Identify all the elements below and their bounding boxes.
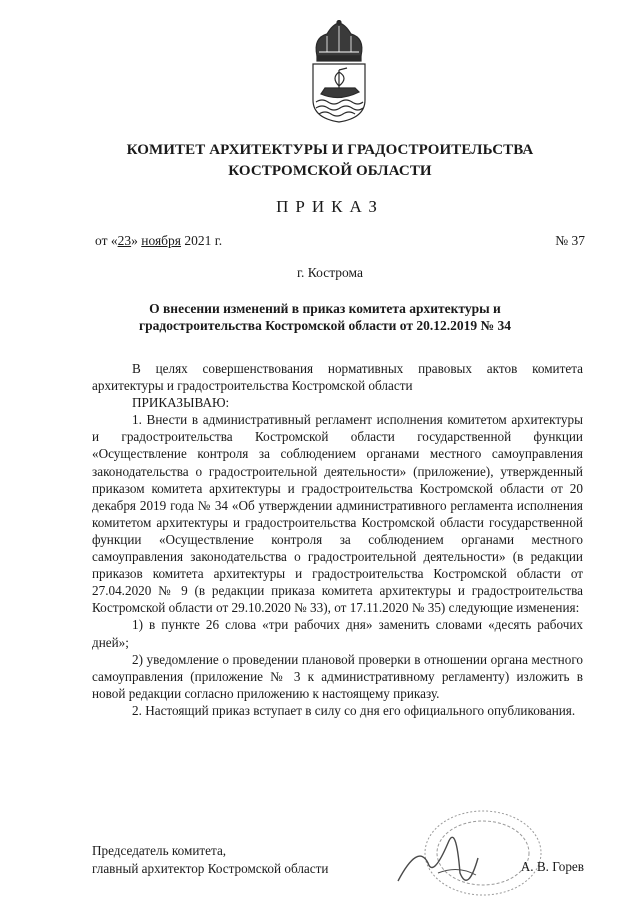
order-month: ноября <box>141 233 181 248</box>
body-paragraph-subitem-1: 1) в пункте 26 слова «три рабочих дня» заменить словами «десять рабочих дней»; <box>92 617 583 650</box>
body-paragraph-order-word: ПРИКАЗЫВАЮ: <box>132 395 230 411</box>
body-paragraph-subitem-2: 2) уведомление о проведении плановой проверки в отношении органа местного самоуправления (приложение № 3 к административному регламенту) изложить в новой редакции согласно приложению к настоящему приказу. <box>92 651 583 701</box>
document-type-title: ПРИКАЗ <box>276 197 384 216</box>
organization-name-line1: КОМИТЕТ АРХИТЕКТУРЫ И ГРАДОСТРОИТЕЛЬСТВА <box>126 142 534 158</box>
signatory-title <box>92 842 328 877</box>
body-paragraph-item-1: 1. Внести в административный регламент исполнения комитетом архитектуры и градостроительства Костромской области государственной функции «Осуществление контроля за соблюдением органами местного самоуправления законодательства о градостроительной деятельности» (приложение), утвержденный приказом комитета архитектуры и градостроительства Костромской области от 20 декабря 2019 года № 34 «Об утверждении административного регламента исполнения комитетом архитектуры и градостроительства Костромской области государственной функции «Осуществление контроля за соблюдением органами местного самоуправления законодательства о градостроительной деятельности» (в редакции приказов комитета архитектуры и градостроительства Костромской области от 27.04.2020 № 9 (в редакции приказа комитета архитектуры и градостроительства Костромской области от 29.10.2020 № 33), от 17.11.2020 № 35) следующие изменения: <box>92 412 583 616</box>
signatory-name: А. В. Горев <box>520 859 584 874</box>
signatory-title-line2: главный архитектор Костромской области <box>92 860 329 876</box>
order-subject: О внесении изменений в приказ комитета архитектуры и градостроительства Костромской области от 20.12.2019 № 34 <box>139 301 511 333</box>
order-number: № 37 <box>555 233 585 248</box>
order-day: 23 <box>117 233 132 248</box>
order-date: от «23» ноября 2021 г. <box>95 233 223 248</box>
body-paragraph-item-2: 2. Настоящий приказ вступает в силу со дня его официального опубликования. <box>132 702 576 718</box>
organization-name-line2: КОСТРОМСКОЙ ОБЛАСТИ <box>228 163 432 179</box>
coat-of-arms-icon <box>303 20 375 124</box>
body-paragraph-purpose: В целях совершенствования нормативных правовых актов комитета архитектуры и градостроительства Костромской области <box>92 361 583 394</box>
order-body <box>92 360 583 719</box>
city-name: г. Кострома <box>297 265 363 280</box>
signature-stamp-icon <box>378 803 548 899</box>
signatory-title-line1: Председатель комитета, <box>92 843 227 858</box>
